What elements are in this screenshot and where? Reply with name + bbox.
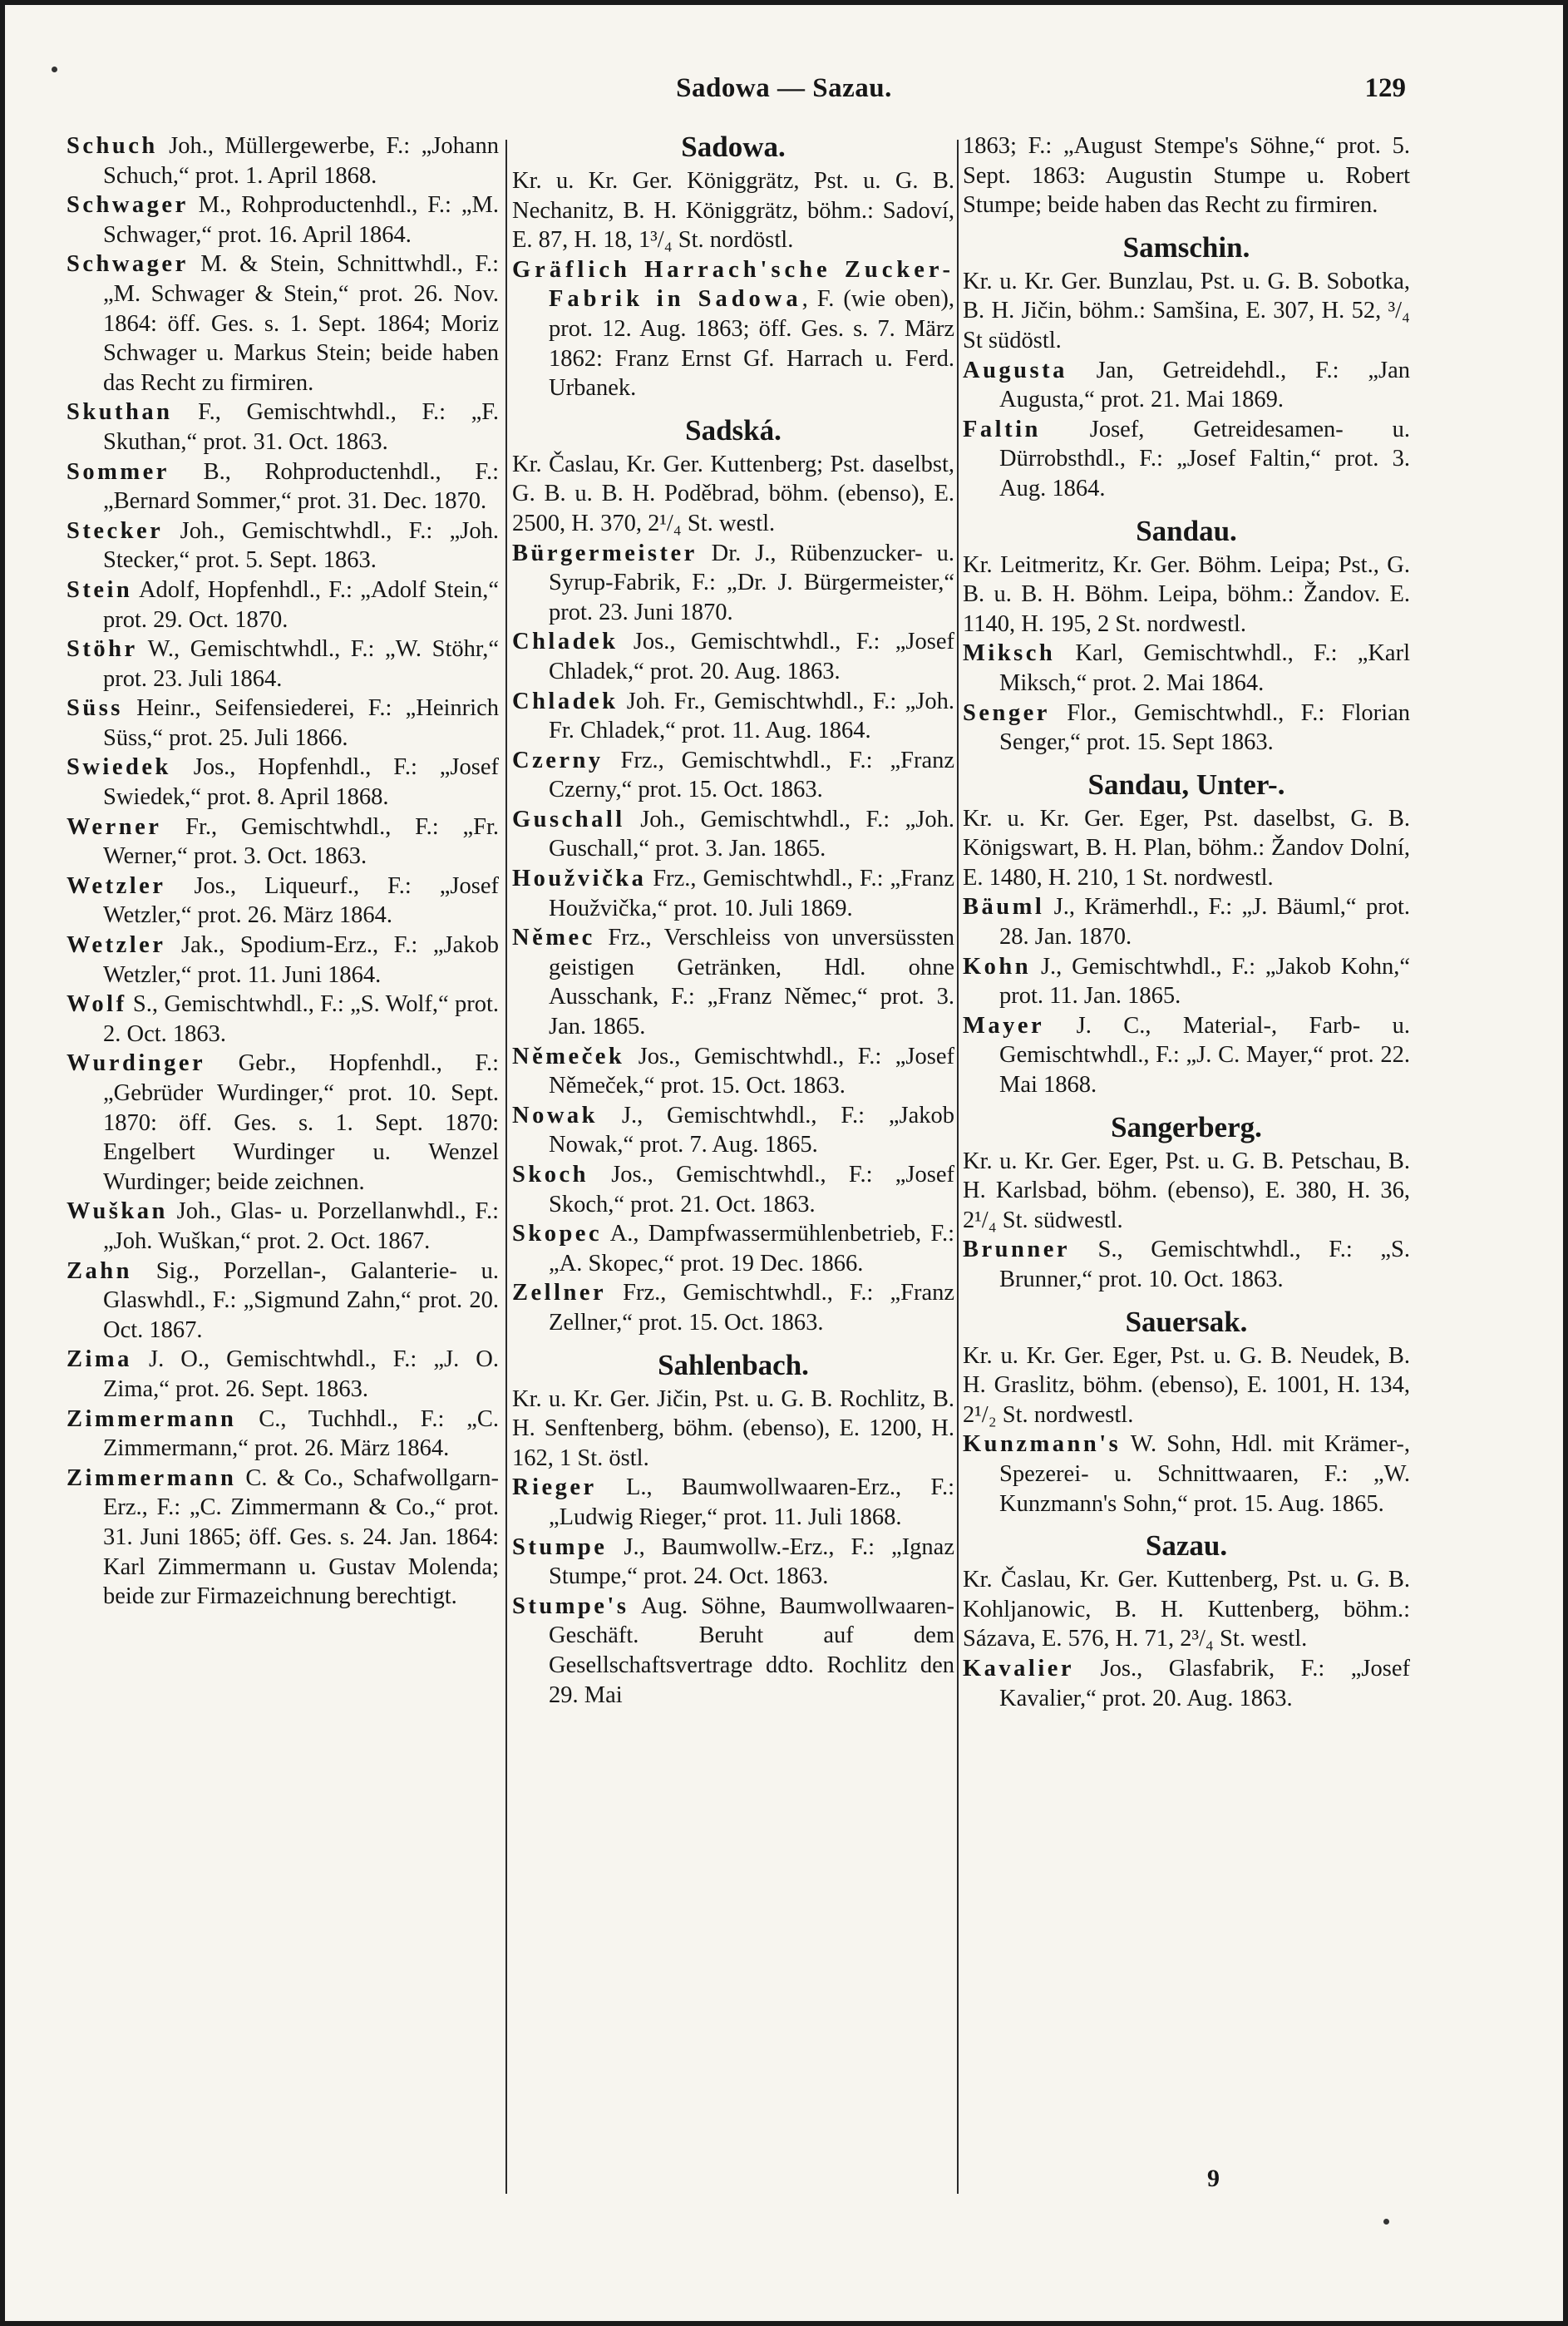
page-number: 129 (1364, 73, 1406, 103)
list-item: Zimmermann C. & Co., Schafwollgarn-Erz., F.: „C. Zimmermann & Co.,“ prot. 31. Juni 1865; öff. Ges. s. 24. Jan. 1864: Karl Zimmermann u. Gustav Molenda; beide zur Firmazeichnung berechtigt. (67, 1464, 499, 1610)
place-info: Kr. Časlau, Kr. Ger. Kuttenberg, Pst. u. G. B. Kohljanowic, B. H. Kuttenberg, böhm.: Sázava, E. 576, H. 71, 2³/₄ St. westl. (963, 1567, 1410, 1652)
list-item: Zahn Sig., Porzellan-, Galanterie- u. Glaswhdl., F.: „Sigmund Zahn,“ prot. 20. Oct. 1867. (67, 1257, 499, 1343)
column-rule-left (505, 140, 507, 2194)
place-info: Kr. u. Kr. Ger. Bunzlau, Pst. u. G. B. Sobotka, B. H. Jičin, böhm.: Samšina, E. 307, H. 52, ³/₄ St südöstl. (963, 268, 1410, 353)
place-info: Kr. u. Kr. Ger. Jičin, Pst. u. G. B. Rochlitz, B. H. Senftenberg, böhm. (ebenso), E. 1200, H. 162, 1 St. östl. (512, 1385, 954, 1471)
place-info: Kr. Časlau, Kr. Ger. Kuttenberg; Pst. daselbst, G. B. u. B. H. Poděbrad, böhm. (ebenso), E. 2500, H. 370, 2¹/₄ St. westl. (512, 451, 954, 536)
list-item: Schwager M., Rohproductenhdl., F.: „M. Schwager,“ prot. 16. April 1864. (67, 192, 499, 248)
place-heading: Sandau, Unter-. (1087, 768, 1285, 801)
place-info: Kr. u. Kr. Ger. Königgrätz, Pst. u. G. B. Nechanitz, B. H. Königgrätz, böhm.: Sadoví, E. 87, H. 18, 1³/₄ St. nordöstl. (512, 168, 954, 254)
place-heading: Sadowa. (681, 131, 786, 163)
list-item: Chladek Joh. Fr., Gemischtwhdl., F.: „Joh. Fr. Chladek,“ prot. 11. Aug. 1864. (512, 688, 954, 744)
list-item: Czerny Frz., Gemischtwhdl., F.: „Franz Czerny,“ prot. 15. Oct. 1863. (512, 747, 954, 803)
list-item: Nowak J., Gemischtwhdl., F.: „Jakob Nowak,“ prot. 7. Aug. 1865. (512, 1102, 954, 1158)
list-item: Němeček Jos., Gemischtwhdl., F.: „Josef Němeček,“ prot. 15. Oct. 1863. (512, 1043, 954, 1099)
list-item: Augusta Jan, Getreidehdl., F.: „Jan Augusta,“ prot. 21. Mai 1869. (963, 357, 1410, 413)
signature-mark: 9 (1207, 2165, 1220, 2192)
place-heading: Sandau. (1136, 514, 1237, 547)
list-item: Stecker Joh., Gemischtwhdl., F.: „Joh. Stecker,“ prot. 5. Sept. 1863. (67, 517, 499, 574)
list-item: Schwager M. & Stein, Schnittwhdl., F.: „M. Schwager & Stein,“ prot. 26. Nov. 1864: öff. Ges. s. 1. Sept. 1864; Moriz Schwager u. Markus Stein; beide haben das Recht zu firmiren. (67, 251, 499, 396)
column-3 (963, 131, 1410, 1713)
list-item: Faltin Josef, Getreidesamen- u. Dürrobsthdl., F.: „Josef Faltin,“ prot. 3. Aug. 1864. (963, 416, 1410, 501)
speck-mark (1383, 2219, 1389, 2225)
list-item: Houžvička Frz., Gemischtwhdl., F.: „Franz Houžvička,“ prot. 10. Juli 1869. (512, 866, 954, 921)
place-info: Kr. u. Kr. Ger. Eger, Pst. daselbst, G. B. Königswart, B. H. Plan, böhm.: Žandov Dolní, E. 1480, H. 210, 1 St. nordwestl. (963, 805, 1410, 891)
list-item: Brunner S., Gemischtwhdl., F.: „S. Brunner,“ prot. 10. Oct. 1863. (963, 1237, 1410, 1292)
list-item: Zima J. O., Gemischtwhdl., F.: „J. O. Zima,“ prot. 26. Sept. 1863. (67, 1346, 499, 1402)
list-item: Stöhr W., Gemischtwhdl., F.: „W. Stöhr,“ prot. 23. Juli 1864. (67, 636, 499, 692)
place-info: Kr. u. Kr. Ger. Eger, Pst. u. G. B. Neudek, B. H. Graslitz, böhm. (ebenso), E. 1001, H. 134, 2¹/₂ St. nordwestl. (963, 1342, 1410, 1428)
list-item: Senger Flor., Gemischtwhdl., F.: Florian Senger,“ prot. 15. Sept 1863. (963, 699, 1410, 756)
list-item: Süss Heinr., Seifensiederei, F.: „Heinrich Süss,“ prot. 25. Juli 1866. (67, 695, 499, 751)
list-item: Skuthan F., Gemischtwhdl., F.: „F. Skuthan,“ prot. 31. Oct. 1863. (67, 399, 499, 455)
list-item: Bäuml J., Krämerhdl., F.: „J. Bäuml,“ prot. 28. Jan. 1870. (963, 894, 1410, 951)
list-item: Werner Fr., Gemischtwhdl., F.: „Fr. Werner,“ prot. 3. Oct. 1863. (67, 813, 499, 870)
list-item: Kohn J., Gemischtwhdl., F.: „Jakob Kohn,“ prot. 11. Jan. 1865. (963, 953, 1410, 1010)
list-item: Swiedek Jos., Hopfenhdl., F.: „Josef Swiedek,“ prot. 8. April 1868. (67, 754, 499, 811)
running-title: Sadowa — Sazau. (676, 73, 892, 103)
list-item: Rieger L., Baumwollwaaren-Erz., F.: „Ludwig Rieger,“ prot. 11. Juli 1868. (512, 1474, 954, 1530)
place-heading: Samschin. (1122, 230, 1250, 264)
list-item: Wetzler Jos., Liqueurf., F.: „Josef Wetzler,“ prot. 26. März 1864. (67, 872, 499, 929)
list-item: Skoch Jos., Gemischtwhdl., F.: „Josef Skoch,“ prot. 21. Oct. 1863. (512, 1162, 954, 1217)
list-item: Miksch Karl, Gemischtwhdl., F.: „Karl Miksch,“ prot. 2. Mai 1864. (963, 640, 1410, 696)
place-info: Kr. u. Kr. Ger. Eger, Pst. u. G. B. Petschau, B. H. Karlsbad, böhm. (ebenso), E. 380, H. 36, 2¹/₄ St. südwestl. (963, 1148, 1410, 1233)
column-2 (512, 131, 954, 1710)
list-item: Sommer B., Rohproductenhdl., F.: „Bernard Sommer,“ prot. 31. Dec. 1870. (67, 458, 499, 515)
column-rule-right (957, 140, 959, 2194)
place-heading: Sahlenbach. (658, 1348, 809, 1381)
column-1 (67, 131, 499, 1612)
list-item: Wuškan Joh., Glas- u. Porzellanwhdl., F.: „Joh. Wuškan,“ prot. 2. Oct. 1867. (67, 1198, 499, 1254)
list-item: Kunzmann's W. Sohn, Hdl. mit Krämer-, Spezerei- u. Schnittwaaren, F.: „W. Kunzmann's Sohn,“ prot. 15. Aug. 1865. (963, 1431, 1410, 1517)
list-item: Stein Adolf, Hopfenhdl., F.: „Adolf Stein,“ prot. 29. Oct. 1870. (67, 576, 499, 633)
speck-mark (52, 67, 57, 72)
list-item: Němec Frz., Verschleiss von unversüssten geistigen Getränken, Hdl. ohne Ausschank, F.: „Franz Němec,“ prot. 3. Jan. 1865. (512, 925, 954, 1040)
list-item: Chladek Jos., Gemischtwhdl., F.: „Josef Chladek,“ prot. 20. Aug. 1863. (512, 629, 954, 684)
list-item: Schuch Joh., Müllergewerbe, F.: „Johann Schuch,“ prot. 1. April 1868. (67, 133, 499, 189)
list-item: Zimmermann C., Tuchhdl., F.: „C. Zimmermann,“ prot. 26. März 1864. (67, 1405, 499, 1462)
page-header (0, 73, 1568, 115)
list-item: Bürgermeister Dr. J., Rübenzucker- u. Syrup-Fabrik, F.: „Dr. J. Bürgermeister,“ prot. 23. Juni 1870. (512, 540, 954, 625)
list-item: Kavalier Jos., Glasfabrik, F.: „Josef Kavalier,“ prot. 20. Aug. 1863. (963, 1655, 1410, 1711)
list-item: Wolf S., Gemischtwhdl., F.: „S. Wolf,“ prot. 2. Oct. 1863. (67, 991, 499, 1047)
place-heading: Sadská. (685, 413, 782, 447)
place-info: Kr. Leitmeritz, Kr. Ger. Böhm. Leipa; Pst., G. B. u. B. H. Böhm. Leipa, böhm.: Žandov. E. 1140, H. 195, 2 St. nordwestl. (963, 551, 1410, 637)
list-item: Gräflich Harrach'sche Zucker-Fabrik in Sadowa, F. (wie oben), prot. 12. Aug. 1863; öff. Ges. s. 7. März 1862: Franz Ernst Gf. Harrach u. Ferd. Urbanek. (512, 256, 954, 402)
list-item: Wetzler Jak., Spodium-Erz., F.: „Jakob Wetzler,“ prot. 11. Juni 1864. (67, 932, 499, 988)
list-item: Mayer J. C., Material-, Farb- u. Gemischtwhdl., F.: „J. C. Mayer,“ prot. 22. Mai 1868. (963, 1012, 1410, 1099)
list-item: Stumpe J., Baumwollw.-Erz., F.: „Ignaz Stumpe,“ prot. 24. Oct. 1863. (512, 1533, 954, 1590)
place-heading: Sazau. (1145, 1529, 1228, 1563)
list-item: Wurdinger Gebr., Hopfenhdl., F.: „Gebrüder Wurdinger,“ prot. 10. Sept. 1870: öff. Ges. s. 1. Sept. 1870: Engelbert Wurdinger u. Wenzel Wurdinger; beide zeichnen. (67, 1050, 499, 1195)
place-heading: Sangerberg. (1111, 1110, 1262, 1143)
place-heading: Sauersak. (1125, 1305, 1248, 1338)
list-item: Zellner Frz., Gemischtwhdl., F.: „Franz Zellner,“ prot. 15. Oct. 1863. (512, 1280, 954, 1336)
list-item: Skopec A., Dampfwassermühlenbetrieb, F.: „A. Skopec,“ prot. 19 Dec. 1866. (512, 1221, 954, 1277)
continued-entry: 1863; F.: „August Stempe's Söhne,“ prot. 5. Sept. 1863: Augustin Stumpe u. Robert Stumpe; beide haben das Recht zu firmiren. (963, 133, 1410, 219)
list-item: Guschall Joh., Gemischtwhdl., F.: „Joh. Guschall,“ prot. 3. Jan. 1865. (512, 806, 954, 862)
list-item: Stumpe's Aug. Söhne, Baumwollwaaren-Geschäft. Beruht auf dem Gesellschaftsvertrage ddto. Rochlitz den 29. Mai (512, 1593, 954, 1708)
